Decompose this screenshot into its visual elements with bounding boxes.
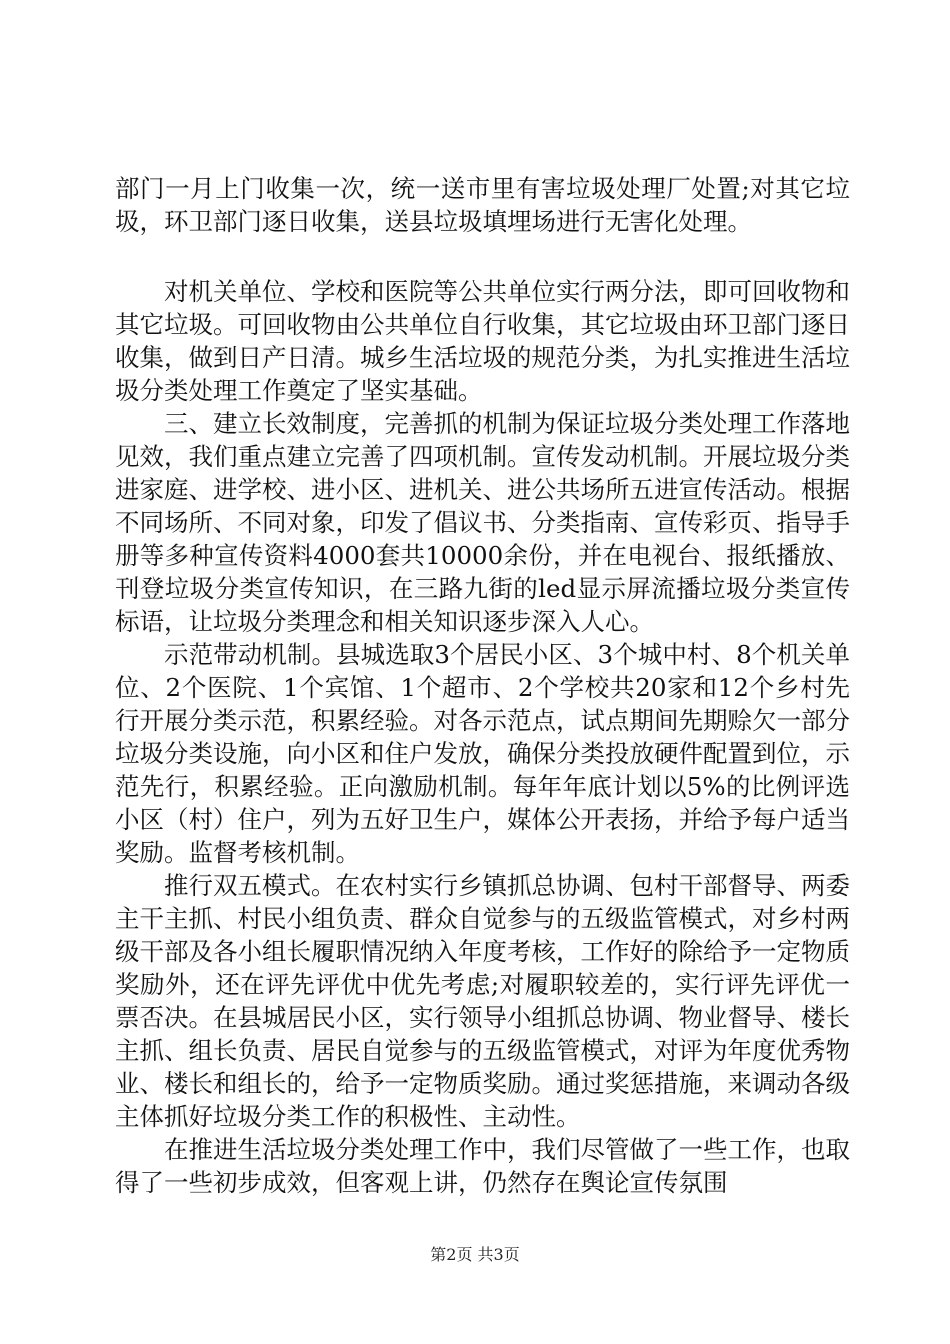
- paragraph-problems: 在推进生活垃圾分类处理工作中，我们尽管做了一些工作，也取得了一些初步成效，但客观上讲，仍然存在舆论宣传氛围: [115, 1135, 850, 1197]
- page-number-footer: 第2页 共3页: [430, 1245, 520, 1264]
- paragraph-public-units: 对机关单位、学校和医院等公共单位实行两分法，即可回收物和其它垃圾。可回收物由公共单位自行收集，其它垃圾由环卫部门逐日收集，做到日产日清。城乡生活垃圾的规范分类，为扎实推进生活垃圾分类处理工作奠定了坚实基础。: [115, 277, 850, 405]
- document-body: [115, 172, 850, 1199]
- paragraph-demonstration-mechanism: 示范带动机制。县城选取3个居民小区、3个城中村、8个机关单位、2个医院、1个宾馆、1个超市、2个学校共20家和12个乡村先行开展分类示范，积累经验。对各示范点，试点期间先期赊欠一部分垃圾分类设施，向小区和住户发放，确保分类投放硬件配置到位，示范先行，积累经验。正向激励机制。每年年底计划以5%的比例评选小区（村）住户，列为五好卫生户，媒体公开表扬，并给予每户适当奖励。监督考核机制。: [115, 640, 850, 867]
- paragraph-long-term-system: 三、建立长效制度，完善抓的机制为保证垃圾分类处理工作落地见效，我们重点建立完善了四项机制。宣传发动机制。开展垃圾分类进家庭、进学校、进小区、进机关、进公共场所五进宣传活动。根据不同场所、不同对象，印发了倡议书、分类指南、宣传彩页、指导手册等多种宣传资料4000套共10000余份，并在电视台、报纸播放、刊登垃圾分类宣传知识，在三路九街的led显示屏流播垃圾分类宣传标语，让垃圾分类理念和相关知识逐步深入人心。: [115, 409, 850, 636]
- paragraph-continuation: 部门一月上门收集一次，统一送市里有害垃圾处理厂处置;对其它垃圾，环卫部门逐日收集，送县垃圾填埋场进行无害化处理。: [115, 174, 850, 236]
- paragraph-double-five-mode: 推行双五模式。在农村实行乡镇抓总协调、包村干部督导、两委主干主抓、村民小组负责、群众自觉参与的五级监管模式，对乡村两级干部及各小组长履职情况纳入年度考核，工作好的除给予一定物质奖励外，还在评先评优中优先考虑;对履职较差的，实行评先评优一票否决。在县城居民小区，实行领导小组抓总协调、物业督导、楼长主抓、组长负责、居民自觉参与的五级监管模式，对评为年度优秀物业、楼长和组长的，给予一定物质奖励。通过奖惩措施，来调动各级主体抓好垃圾分类工作的积极性、主动性。: [115, 871, 850, 1131]
